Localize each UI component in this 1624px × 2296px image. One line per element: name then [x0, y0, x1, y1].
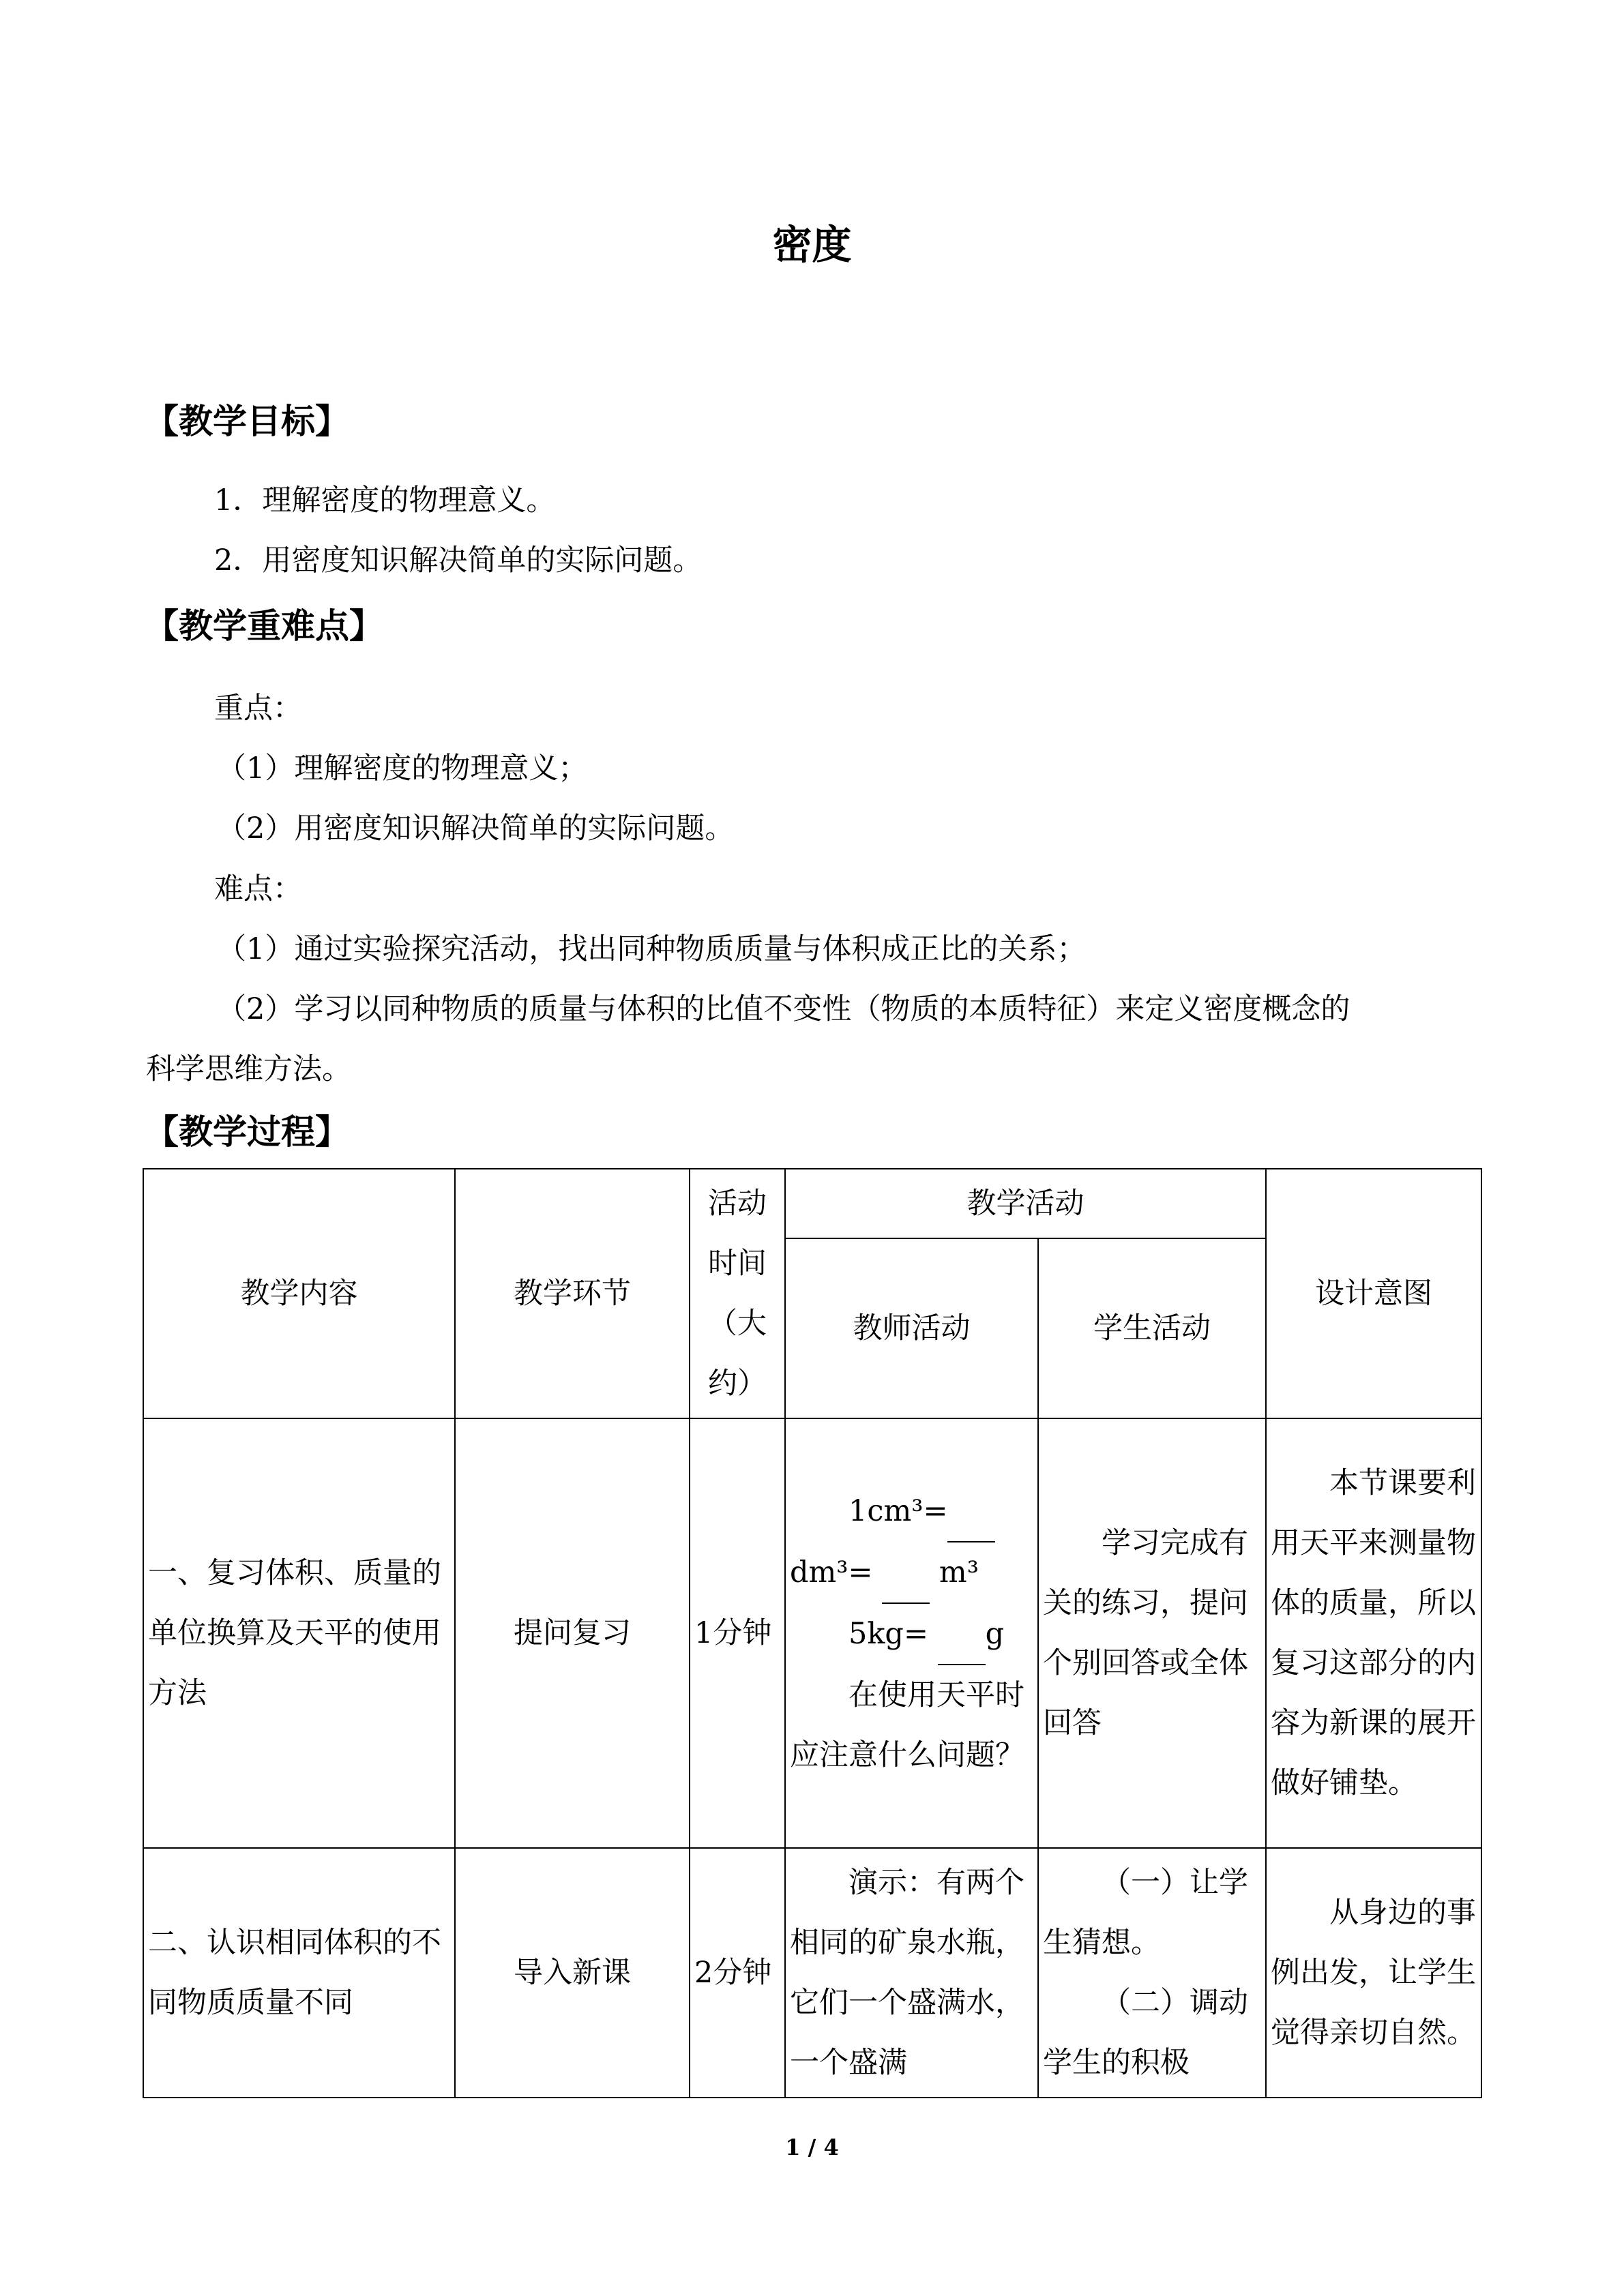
diff-item: 科学思维方法。	[146, 1052, 351, 1086]
row-intent: 从身边的事例出发，让学生觉得亲切自然。	[1266, 1848, 1481, 2098]
student-line: （二）调动学生的积极	[1043, 1986, 1248, 2080]
header-intent: 设计意图	[1266, 1169, 1481, 1418]
header-student: 学生活动	[1038, 1238, 1266, 1418]
header-activities: 教学活动	[785, 1169, 1266, 1238]
key-label: 重点：	[214, 691, 302, 726]
goals-heading: 【教学目标】	[145, 402, 349, 441]
row-content: 一、复习体积、质量的单位换算及天平的使用方法	[143, 1418, 455, 1848]
keypoints-heading: 【教学重难点】	[145, 606, 383, 646]
teacher-line: g	[985, 1617, 1005, 1651]
table-row	[143, 1848, 1481, 2098]
header-stage: 教学环节	[455, 1169, 690, 1418]
diff-item: （2）学习以同种物质的质量与体积的比值不变性（物质的本质特征）来定义密度概念的	[217, 992, 1350, 1026]
row-time: 2分钟	[690, 1848, 785, 2098]
header-content: 教学内容	[143, 1169, 455, 1418]
teacher-line: 1cm³=	[848, 1494, 948, 1528]
table-row	[143, 1418, 1481, 1848]
key-item: （2）用密度知识解决简单的实际问题。	[217, 811, 735, 846]
teacher-line: 5kg=	[848, 1617, 928, 1651]
diff-item: （1）通过实验探究活动，找出同种物质质量与体积成正比的关系；	[217, 932, 1087, 966]
goal-item: 1．理解密度的物理意义。	[214, 483, 556, 518]
goal-item: 2．用密度知识解决简单的实际问题。	[214, 543, 703, 578]
row-student	[1038, 1848, 1266, 2098]
teaching-process-table	[143, 1168, 1482, 2098]
teacher-line: 在使用天平时应注意什么问题？	[790, 1678, 1024, 1772]
row-content: 二、认识相同体积的不同物质质量不同	[143, 1848, 455, 2098]
table-header-row	[143, 1169, 1481, 1238]
header-time: 活动时间（大约）	[690, 1169, 785, 1418]
teacher-line: dm³=	[790, 1555, 873, 1590]
teacher-line: m³	[939, 1555, 979, 1590]
row-stage: 提问复习	[455, 1418, 690, 1848]
row-intent: 本节课要利用天平来测量物体的质量，所以复习这部分的内容为新课的展开做好铺垫。	[1266, 1418, 1481, 1848]
row-stage: 导入新课	[455, 1848, 690, 2098]
process-heading: 【教学过程】	[145, 1112, 349, 1152]
student-line: （一）让学生猜想。	[1043, 1866, 1248, 1960]
page-title: 密度	[772, 222, 852, 268]
page-number: 1 / 4	[785, 2134, 839, 2160]
row-student: 学习完成有关的练习，提问个别回答或全体回答	[1038, 1418, 1266, 1848]
key-item: （1）理解密度的物理意义；	[217, 751, 588, 786]
row-time: 1分钟	[690, 1418, 785, 1848]
row-teacher: 演示：有两个相同的矿泉水瓶，它们一个盛满水，一个盛满	[785, 1848, 1038, 2098]
diff-label: 难点：	[214, 872, 302, 906]
row-teacher	[785, 1418, 1038, 1848]
header-teacher: 教师活动	[785, 1238, 1038, 1418]
